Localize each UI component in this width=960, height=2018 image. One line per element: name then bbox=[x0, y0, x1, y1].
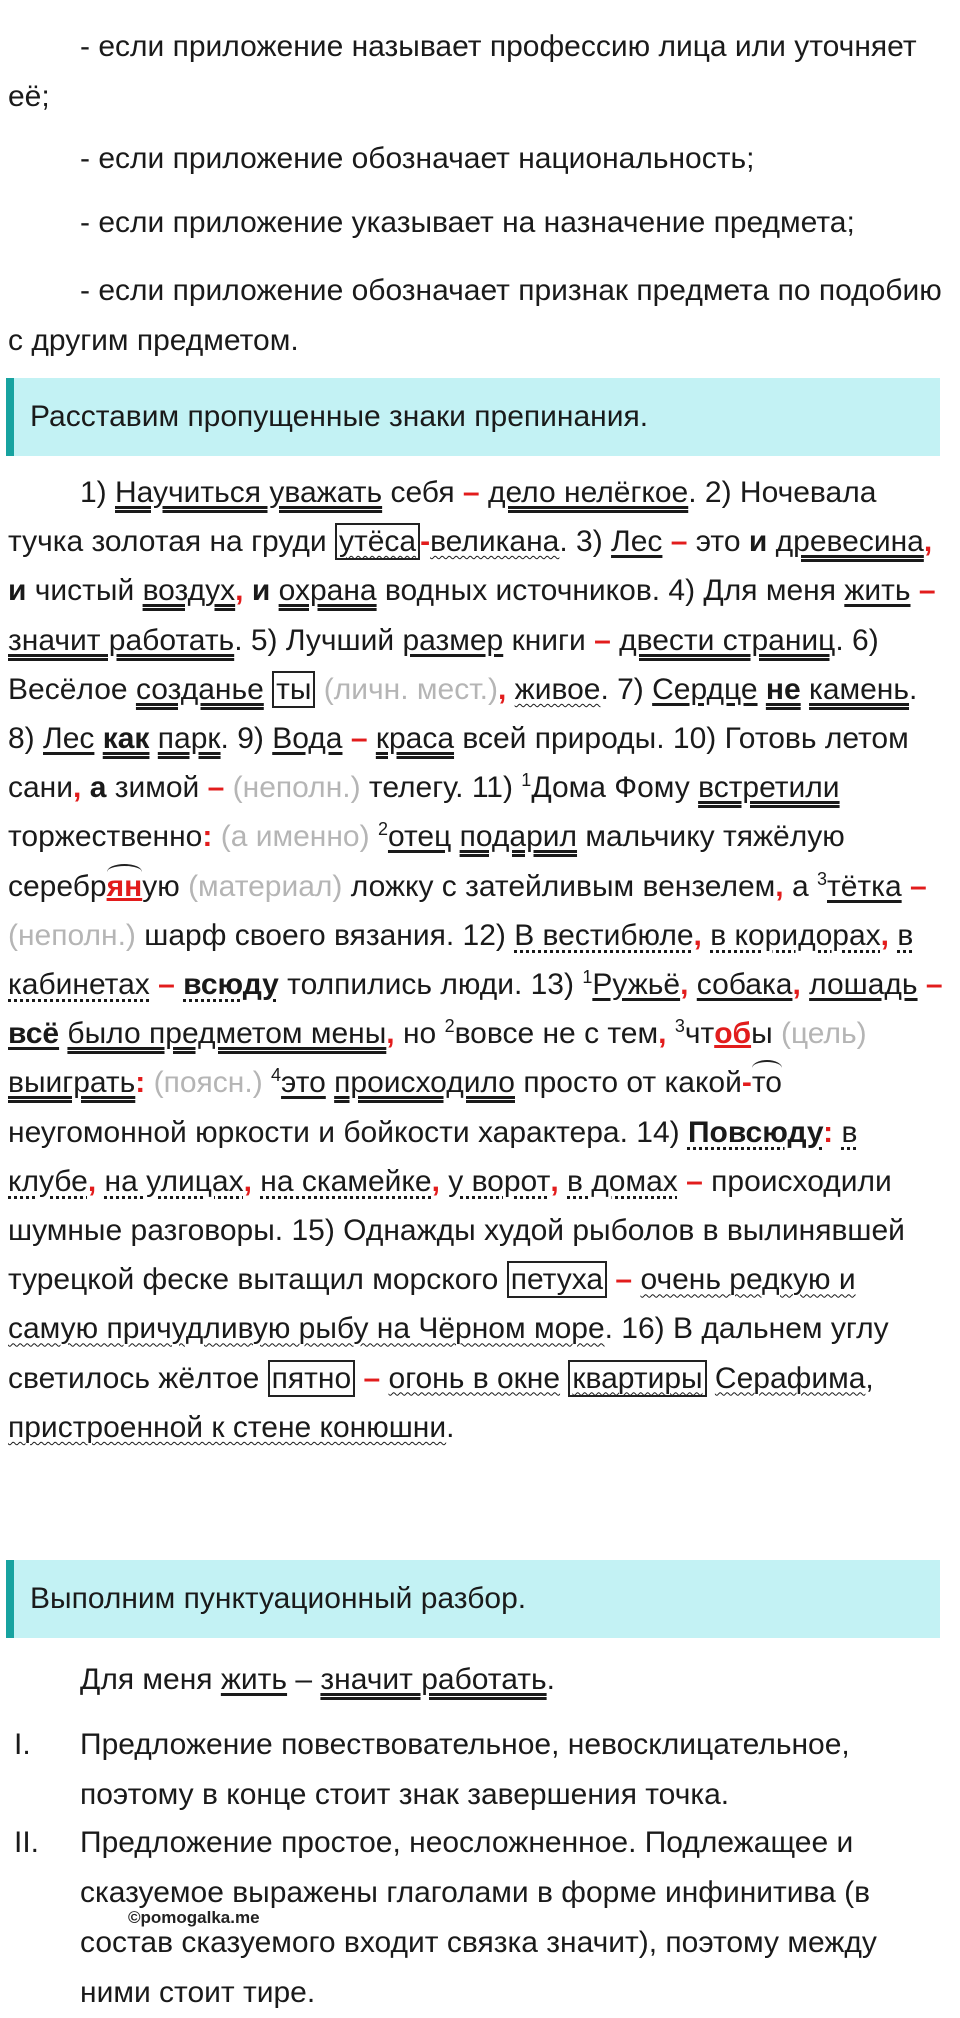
analysis-item-text: Предложение простое, неосложненное. Подлежащее и сказуемое выражены глаголами в форме инфинитива (в состав сказуемого входит связка значит), поэтому между ними стоит тире. bbox=[80, 1826, 877, 2009]
example-predicate: значит работать bbox=[320, 1663, 547, 1696]
rule-similarity: - если приложение обозначает признак предмета по подобию с другим предметом. bbox=[8, 274, 942, 357]
exercise-text: 1) Научиться уважать себя – дело нелёгкое. 2) Ночевала тучка золотая на груди утёса -великана. 3) Лес – это и древесина, и чистый воздух, и охрана водных источников. 4) Для меня жить – значит работать. 5) Лучший размер книги – двести страниц. 6) Весёлое созданье ты (личн. мест.), живое. 7) Сердце не камень. 8) Лес как парк. 9) Вода – краса всей природы. 10) Готовь летом сани, а зимой – (неполн.) телегу. 11) $^1$Дома Фому встретили торжественно: (а именно) $^2$отец подарил мальчику тяжёлую серебряную (материал) ложку с затейливым вензелем, а $^3$тётка – (неполн.) шарф своего вязания. 12) В вестибюле, в коридорах, в кабинетах – всюду толпились люди. 13) $^1$Ружьё, собака, лошадь – всё было предметом мены, но $^2$вовсе не с тем, $^3$чтобы (цель) выиграть: (поясн.) $^4$это происходило просто от какой-то неугомонной юркости и бойкости характера. 14) Повсюду: в клубе, на улицах, на скамейке, у ворот, в домах – происходили шумные разговоры. 15) Однажды худой рыболов в вылинявшей турецкой феске вытащил морского петуха – очень редкую и самую причудливую рыбу на Чёрном море. 16) В дальнем углу светилось жёлтое пятно – огонь в окне квартиры Серафима, пристроенной к стене конюшни. bbox=[8, 476, 943, 1444]
note-incomplete-2: (неполн.) bbox=[8, 918, 136, 952]
note-goal: (цель) bbox=[780, 1017, 867, 1051]
note-explanation: (поясн.) bbox=[153, 1066, 263, 1100]
task-heading-analysis bbox=[6, 1560, 940, 1638]
task-heading-punctuation bbox=[6, 378, 940, 456]
note-namely: (а именно) bbox=[220, 820, 370, 854]
rule-nationality: - если приложение обозначает национальность; bbox=[80, 142, 755, 175]
note-incomplete-1: (неполн.) bbox=[232, 771, 361, 805]
analysis-item-number: II. bbox=[14, 1826, 40, 1859]
task-heading-analysis-text: Выполним пунктуационный разбор. bbox=[30, 1582, 527, 1615]
example-sentence bbox=[8, 1655, 952, 1705]
example-end: . bbox=[546, 1663, 555, 1696]
note-pronoun: (личн. мест.) bbox=[323, 672, 498, 706]
example-dash: – bbox=[287, 1663, 321, 1696]
example-pre: Для меня bbox=[80, 1663, 221, 1696]
rule-purpose: - если приложение указывает на назначение предмета; bbox=[80, 206, 855, 239]
rule-profession: - если приложение называет профессию лица или уточняет её; bbox=[8, 30, 917, 113]
analysis-item-number: I. bbox=[14, 1728, 31, 1761]
analysis-item-text: Предложение повествовательное, невосклицательное, поэтому в конце стоит знак завершения точка. bbox=[80, 1728, 850, 1811]
note-material: (материал) bbox=[188, 869, 343, 903]
example-subject: жить bbox=[220, 1663, 288, 1696]
watermark: ©pomogalka.me bbox=[128, 1908, 260, 1927]
task-heading-text: Расставим пропущенные знаки препинания. bbox=[30, 400, 649, 433]
